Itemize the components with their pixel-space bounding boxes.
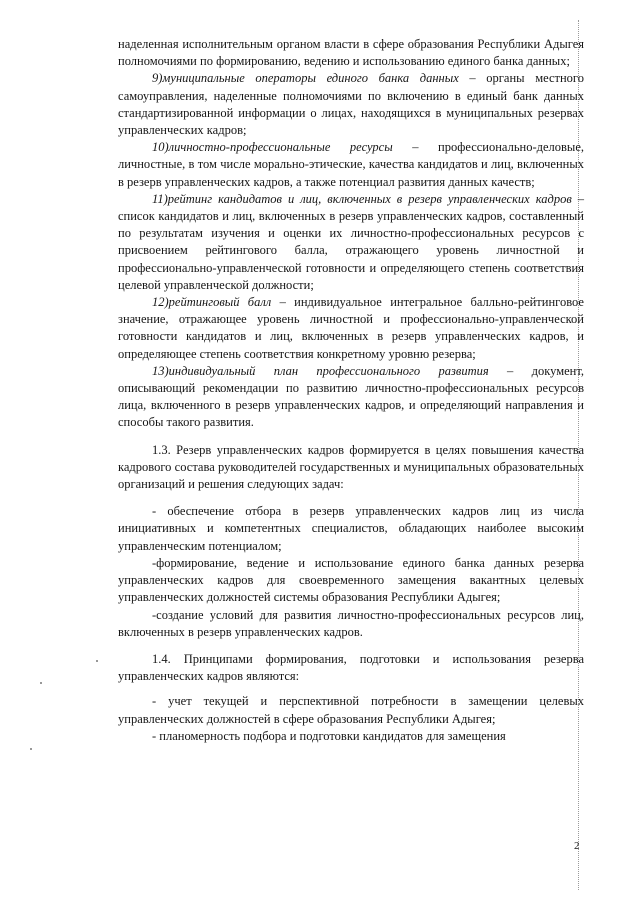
definition-text: – список кандидатов и лиц, включенных в резерв управленческих кадров, составленный по результатам изучения и оценки их личностно-профессиональных ресурсов с присвоением рейтингового балла, отражающего уровень личностной и профессионально-управленческой готовности и определяющего степень соответствия целевой управленческой должности; xyxy=(118,191,585,292)
definition-11 xyxy=(118,191,584,294)
definition-12 xyxy=(118,294,584,363)
definition-text: – индивидуальное интегральное балльно-рейтинговое значение, отражающее уровень личностной и профессионально-управленческой готовности кандидатов и лиц, включенных в резерв управленческих кадров, и определяющее степень соответствия конкретному уровню резерва; xyxy=(118,295,584,361)
task-item xyxy=(118,503,584,555)
paragraph-text: - планомерность подбора и подготовки кандидатов для замещения xyxy=(152,728,506,743)
definition-term: 9)муниципальные операторы единого банка данных xyxy=(152,71,459,86)
page-number: 2 xyxy=(574,840,580,852)
definition-10 xyxy=(118,139,584,191)
definition-text: – профессионально-деловые, личностные, в том числе морально-этические, качества кандидатов и лиц, включенных в резерв управленческих кадров, а также потенциал развития данных качеств; xyxy=(118,140,584,189)
paragraph-intro xyxy=(118,36,584,70)
paragraph-text: -формирование, ведение и использование единого банка данных резерва управленческих кадров для своевременного замещения вакантных целевых управленческих должностей системы образования Республики Адыгея; xyxy=(118,555,584,605)
paragraph-text: - учет текущей и перспективной потребности в замещении целевых управленческих должностей в сфере образования Республики Адыгея; xyxy=(118,694,584,726)
task-item xyxy=(118,555,584,607)
definition-13 xyxy=(118,363,584,432)
principle-item xyxy=(118,728,584,745)
definition-term: 13)индивидуальный план профессионального развития xyxy=(152,363,489,378)
paragraph-text: -создание условий для развития личностно-профессиональных ресурсов лиц, включенных в резерв управленческих кадров. xyxy=(118,607,584,639)
scan-speck xyxy=(30,748,32,750)
section-1-4 xyxy=(118,651,584,685)
definition-term: 11)рейтинг кандидатов и лиц, включенных в резерв управленческих кадров xyxy=(152,191,572,206)
definition-text: – органы местного самоуправления, наделенные полномочиями по включению в единый банк данных стандартизированной информации о лицах, находящихся в муниципальных резервах управленческих кадров; xyxy=(118,71,584,138)
definition-9 xyxy=(118,70,584,139)
paragraph-text: 1.3. Резерв управленческих кадров формируется в целях повышения качества кадрового состава руководителей государственных и муниципальных образовательных организаций и решения следующих задач: xyxy=(118,442,584,492)
definition-text: – документ, описывающий рекомендации по развитию личностно-профессиональных ресурсов лица, включенного в резерв управленческих кадров, и определяющий направления и способы такого развития. xyxy=(118,363,584,430)
definition-term: 10)личностно-профессиональные ресурсы xyxy=(152,140,393,155)
paragraph-text: наделенная исполнительным органом власти в сфере образования Республики Адыгея полномочиями по формированию, ведению и использованию единого банка данных; xyxy=(118,37,584,69)
scan-speck xyxy=(96,660,98,662)
document-page xyxy=(118,36,584,745)
task-item xyxy=(118,607,584,641)
paragraph-text: 1.4. Принципами формирования, подготовки и использования резерва управленческих кадров являются: xyxy=(118,651,584,684)
section-1-3 xyxy=(118,442,584,494)
definition-term: 12)рейтинговый балл xyxy=(152,295,272,310)
paragraph-text: - обеспечение отбора в резерв управленческих кадров лиц из числа инициативных и компетентных специалистов, обладающих наиболее высоким управленческим потенциалом; xyxy=(118,504,584,553)
principle-item xyxy=(118,693,584,727)
scan-speck xyxy=(40,682,42,684)
